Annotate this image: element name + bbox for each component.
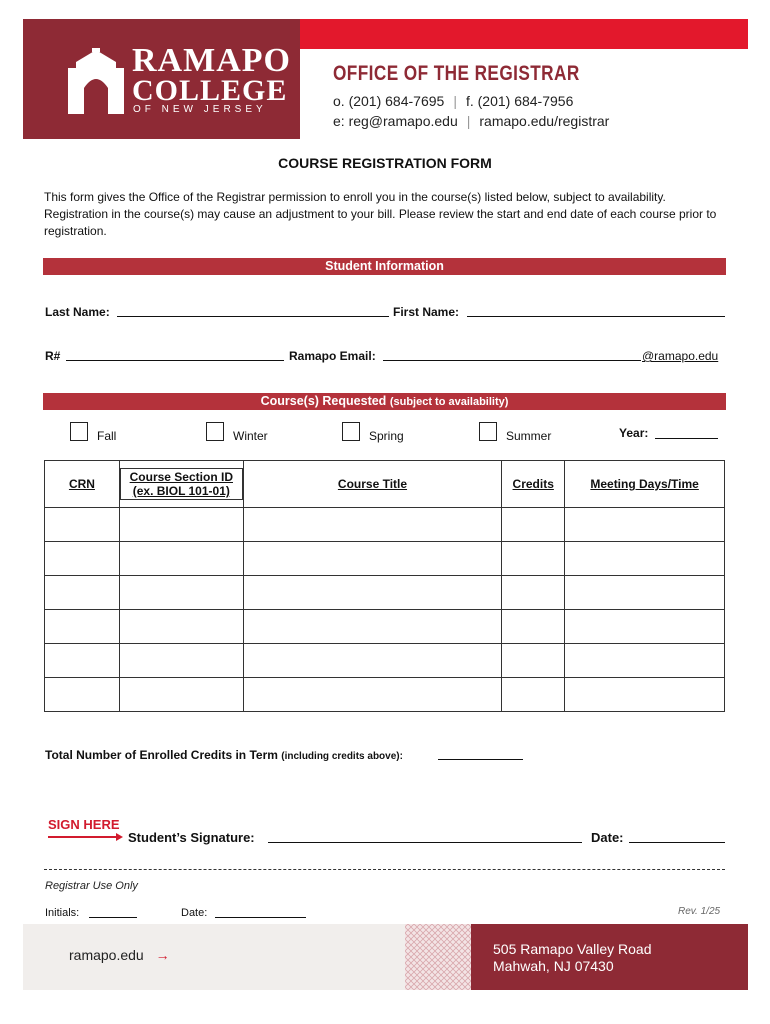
registrar-date-field[interactable]: [215, 906, 306, 918]
footer-website-link[interactable]: [69, 947, 170, 963]
courses-heading-note: (subject to availability): [389, 396, 509, 408]
registrar-date-label: Date:: [181, 907, 208, 919]
table-row: [45, 542, 725, 576]
summer-label: Summer: [506, 429, 552, 443]
total-credits-text: Total Number of Enrolled Credits in Term: [45, 748, 278, 762]
fax-number: f. (201) 684-7956: [465, 93, 574, 109]
table-row: [45, 678, 725, 712]
table-row: [45, 610, 725, 644]
fall-checkbox[interactable]: [70, 422, 88, 441]
arrow-right-icon: →: [155, 947, 170, 963]
last-name-field[interactable]: [117, 305, 389, 317]
table-header-row: [45, 461, 725, 508]
crn-cell[interactable]: [45, 644, 120, 678]
contact-line-2: e: reg@ramapo.edu | ramapo.edu/registrar: [333, 113, 610, 129]
year-field[interactable]: [655, 427, 718, 439]
email-link[interactable]: e: reg@ramapo.edu: [333, 113, 458, 129]
course-title-cell[interactable]: [243, 542, 502, 576]
student-signature-field[interactable]: [268, 831, 582, 843]
meeting-cell[interactable]: [565, 508, 725, 542]
signature-date-label: Date:: [591, 830, 624, 845]
table-row: [45, 644, 725, 678]
logo-ramapo: RAMAPO: [132, 42, 291, 79]
courses-heading-title: Course(s) Requested: [260, 394, 387, 408]
course-title-column-header: Course Title: [243, 461, 502, 508]
section-id-cell[interactable]: [119, 508, 243, 542]
meeting-column-header: Meeting Days/Time: [565, 461, 725, 508]
course-title-cell[interactable]: [243, 610, 502, 644]
spring-label: Spring: [369, 429, 404, 443]
sign-here-label: SIGN HERE: [48, 817, 120, 832]
sign-here-arrow-icon: [48, 833, 123, 841]
initials-field[interactable]: [89, 906, 137, 918]
winter-checkbox[interactable]: [206, 422, 224, 441]
first-name-field[interactable]: [467, 305, 725, 317]
summer-checkbox[interactable]: [479, 422, 497, 441]
address-line-2: Mahwah, NJ 07430: [493, 958, 614, 974]
footer-address: [493, 941, 652, 975]
courses-heading: [43, 393, 726, 410]
winter-label: Winter: [233, 429, 268, 443]
meeting-cell[interactable]: [565, 644, 725, 678]
form-title: COURSE REGISTRATION FORM: [278, 155, 492, 171]
header-red-strip: [300, 19, 748, 49]
table-row: [45, 576, 725, 610]
course-title-cell[interactable]: [243, 678, 502, 712]
footer-website-text: ramapo.edu: [69, 947, 144, 963]
meeting-cell[interactable]: [565, 610, 725, 644]
courses-table: [44, 460, 725, 712]
intro-text: This form gives the Office of the Registrar permission to enroll you in the course(s) listed below, subject to availability. Registration in the course(s) may cause an adjustment to your bill. Please review the start and end date of each course prior to registration.: [44, 190, 717, 238]
total-credits-field[interactable]: [438, 748, 523, 760]
cut-line-divider: [44, 869, 725, 870]
crn-column-header: CRN: [45, 461, 120, 508]
crn-cell[interactable]: [45, 542, 120, 576]
student-info-heading: Student Information: [43, 258, 726, 275]
table-row: [45, 508, 725, 542]
crn-cell[interactable]: [45, 508, 120, 542]
spring-checkbox[interactable]: [342, 422, 360, 441]
revision-label: Rev. 1/25: [678, 906, 721, 917]
section-id-cell[interactable]: [119, 678, 243, 712]
phone-number: o. (201) 684-7695: [333, 93, 445, 109]
email-suffix: @ramapo.edu: [642, 349, 719, 363]
credits-cell[interactable]: [502, 644, 565, 678]
website-link[interactable]: ramapo.edu/registrar: [479, 113, 610, 129]
office-title: OFFICE OF THE REGISTRAR: [333, 62, 580, 85]
r-number-field[interactable]: [66, 349, 284, 361]
credits-cell[interactable]: [502, 542, 565, 576]
section-id-cell[interactable]: [119, 644, 243, 678]
course-title-cell[interactable]: [243, 644, 502, 678]
fall-label: Fall: [97, 429, 117, 443]
credits-cell[interactable]: [502, 576, 565, 610]
credits-cell[interactable]: [502, 508, 565, 542]
total-credits-label: [45, 748, 403, 762]
ramapo-email-field[interactable]: [383, 349, 641, 361]
credits-column-header: Credits: [502, 461, 565, 508]
student-signature-label: Student’s Signature:: [128, 830, 255, 845]
meeting-cell[interactable]: [565, 678, 725, 712]
registrar-use-heading: Registrar Use Only: [45, 880, 138, 892]
year-label: Year:: [619, 426, 649, 440]
credits-cell[interactable]: [502, 678, 565, 712]
last-name-label: Last Name:: [45, 305, 110, 319]
course-title-cell[interactable]: [243, 576, 502, 610]
ramapo-email-label: Ramapo Email:: [289, 349, 376, 363]
section-id-column-header: [119, 461, 243, 508]
crn-cell[interactable]: [45, 576, 120, 610]
meeting-cell[interactable]: [565, 542, 725, 576]
section-id-header-text: Course Section ID (ex. BIOL 101-01): [120, 468, 243, 500]
section-id-cell[interactable]: [119, 542, 243, 576]
crn-cell[interactable]: [45, 610, 120, 644]
contact-line-1: o. (201) 684-7695 | f. (201) 684-7956: [333, 93, 574, 109]
r-number-label: R#: [45, 349, 61, 363]
logo-college: COLLEGE: [132, 74, 288, 107]
initials-label: Initials:: [45, 907, 80, 919]
footer-pattern: [405, 924, 471, 990]
address-line-1: 505 Ramapo Valley Road: [493, 941, 652, 957]
section-id-cell[interactable]: [119, 576, 243, 610]
section-id-cell[interactable]: [119, 610, 243, 644]
meeting-cell[interactable]: [565, 576, 725, 610]
first-name-label: First Name:: [393, 305, 460, 319]
signature-date-field[interactable]: [629, 831, 725, 843]
credits-cell[interactable]: [502, 610, 565, 644]
total-credits-note: (including credits above):: [281, 751, 403, 762]
crn-cell[interactable]: [45, 678, 120, 712]
college-arch-icon: [64, 48, 128, 114]
course-title-cell[interactable]: [243, 508, 502, 542]
logo-new-jersey: OF NEW JERSEY: [133, 104, 267, 115]
